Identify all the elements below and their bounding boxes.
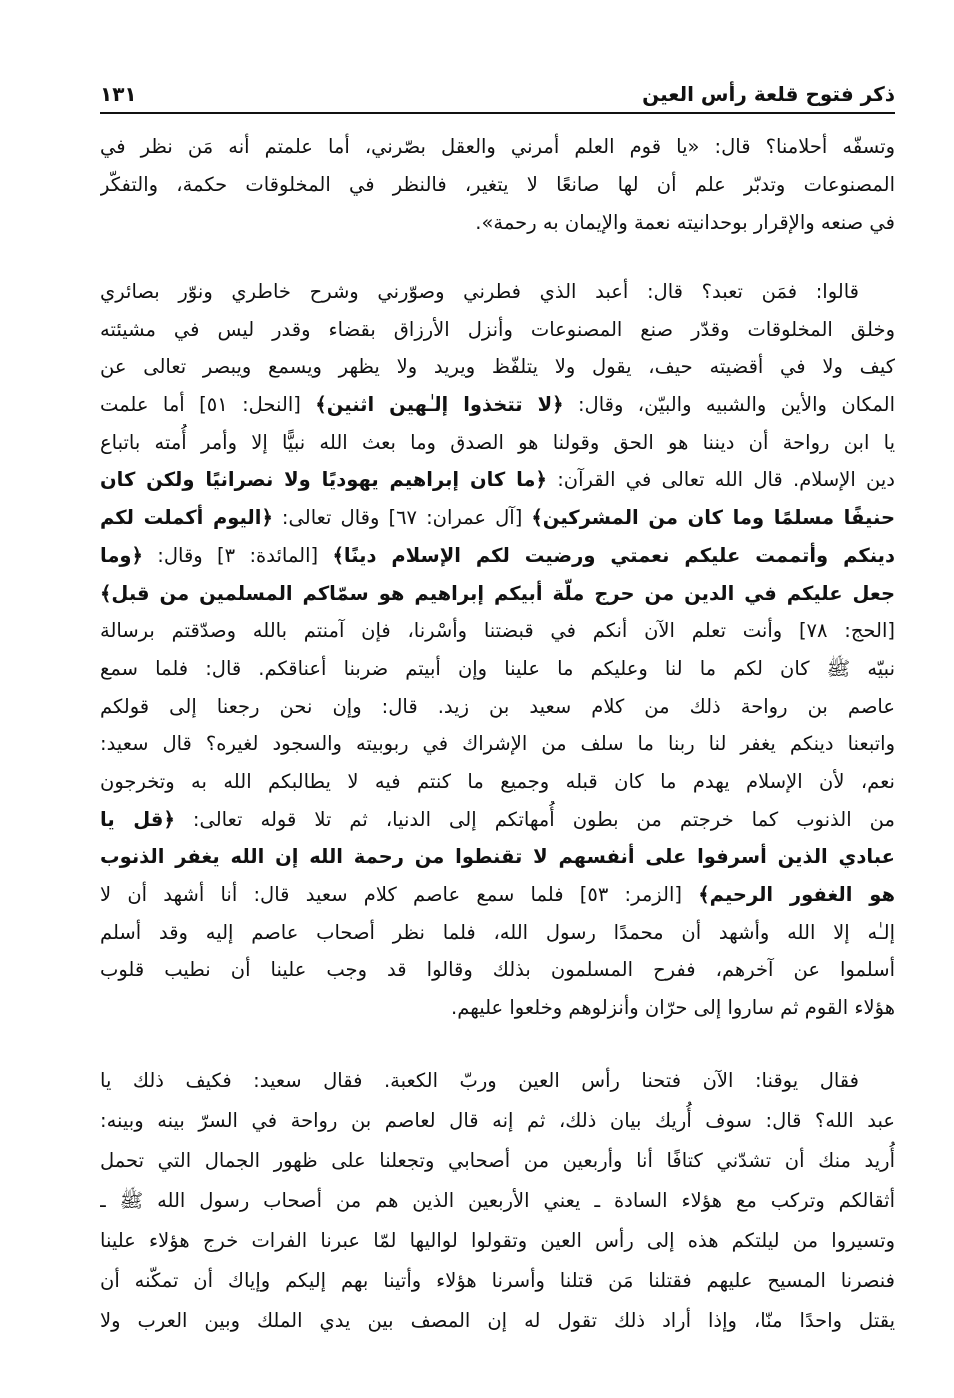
text-line [100, 650, 895, 688]
text-line [100, 537, 895, 575]
text-line [100, 273, 895, 311]
quran-quote: حنيفًا مسلمًا وما كان من المشركين﴾ [531, 506, 895, 530]
text-line [100, 204, 895, 242]
text-line [100, 1261, 895, 1301]
text-line [100, 461, 895, 499]
text-segment: [النحل: ٥١] أما علمت [100, 393, 316, 417]
text-line [100, 1181, 895, 1221]
text-line [100, 311, 895, 349]
text-segment: دين الإسلام. قال الله تعالى في القرآن: [546, 468, 895, 492]
text-segment: واتبعنا دينكم يغفر لنا ربنا ما سلف من الإشراك في ربوبيته والسجود لغيره؟ قال سعيد: [100, 732, 895, 756]
text-segment: قالوا: فمَن تعبد؟ قال: أعبد الذي فطرني وصوّرني وشرح خاطري ونوّر بصائري [100, 280, 859, 303]
quran-quote: ﴿اليوم أكملت لكم [100, 506, 273, 530]
text-segment: المصنوعات وتدبّر علم أن لها صانعًا لا يتغير، فالنظر في المخلوقات حكمة، والتفكّر [100, 173, 895, 196]
text-segment: فقال يوقنا: الآن فتحنا رأس العين وربّ الكعبة. فقال سعيد: فكيف ذلك يا [100, 1069, 859, 1092]
text-line [100, 876, 895, 914]
text-segment: فنصرنا المسيح عليهم فقتلنا مَن قتلنا وأسرنا هؤلاء وأتينا بهم إليكم وإياك أن تمكّنه أن [100, 1269, 895, 1292]
quran-quote: ﴿ما كان إبراهيم يهوديًا ولا نصرانيًا ولكن كان [100, 468, 547, 492]
text-segment: وخلق المخلوقات وقدّر صنع المصنوعات وأنزل الأرزاق بقضاء وقدر ليس في مشيئته [100, 317, 895, 341]
running-header [100, 82, 895, 112]
text-line [100, 801, 895, 839]
paragraph [100, 1061, 895, 1341]
quran-quote: دينكم وأتممت عليكم نعمتي ورضيت لكم الإسلام دينًا﴾ [332, 543, 895, 567]
text-segment: وتسفّه أحلامنا؟ قال: «يا قوم العلم أمرني والعقل بصّرني، أما علمتم أنه مَن نظر في [100, 135, 895, 158]
text-line [100, 348, 895, 386]
text-segment: يا ابن رواحة أن ديننا هو الحق وقولنا هو الصدق وما بعث الله نبيًّا إلا وأمر أُمته باتباع [100, 430, 895, 454]
quran-quote: هو الغفور الرحيم﴾ [698, 883, 895, 906]
text-line [100, 989, 895, 1027]
quran-quote: ﴿قل يا [100, 807, 175, 831]
paragraph [100, 273, 895, 1027]
text-line [100, 688, 895, 726]
text-line [100, 1221, 895, 1261]
text-segment: أثقالكم وتركب مع هؤلاء السادة ـ يعني الأربعين الذين هم من أصحاب رسول الله ﷺ ـ [100, 1189, 895, 1212]
quran-quote: عبادي الذين أسرفوا على أنفسهم لا تقنطوا من رحمة الله إن الله يغفر الذنوب [100, 845, 895, 869]
text-segment: [آل عمران: ٦٧] وقال تعالى: [272, 506, 532, 530]
text-segment: كيف ولا في أقضيته حيف، يقول ولا يتلفّظ ويريد ولا يظهر ويسمع ويبصر تعالى عن [100, 355, 895, 379]
quran-quote: جعل عليكم في الدين من حرج ملّة أبيكم إبراهيم هو سمّاكم المسلمين من قبل﴾ [100, 581, 895, 605]
text-line [100, 424, 895, 462]
text-segment: عاصم بن رواحة ذلك من كلام سعيد بن زيد. قال: وإن نحن رجعنا إلى قولكم [100, 694, 895, 718]
text-segment: [الحج: ٧٨] وأنت تعلم الآن أنكم في قبضتنا وأسْرنا، فإن آمنتم بالله وصدّقتم برسالة [100, 619, 895, 643]
text-line [100, 914, 895, 952]
text-segment: في صنعه والإقرار بوحدانيته نعمة والإيمان به رحمة». [475, 211, 895, 234]
text-segment: إلـٰه إلا الله وأشهد أن محمدًا رسول الله، فلما نظر أصحاب عاصم إليه وقد أسلم [100, 920, 895, 944]
text-segment: من الذنوب كما خرجتم من بطون أُمهاتكم إلى الدنيا، ثم تلا قوله تعالى: [174, 807, 895, 831]
text-line [100, 951, 895, 989]
text-segment: أسلموا عن آخرهم، ففرح المسلمون بذلك وقالوا قد وجب علينا أن نطيب قلوب [100, 958, 895, 982]
text-line [100, 1101, 895, 1141]
paragraph [100, 128, 895, 242]
text-line [100, 499, 895, 537]
text-line [100, 1301, 895, 1341]
quran-quote: ﴿وما [100, 543, 143, 567]
text-segment: هؤلاء القوم ثم ساروا إلى حرّان وأنزلوهم وخلعوا عليهم. [451, 996, 895, 1020]
text-segment: أُريد منك أن تشدّني كتافًا أنا وأربعين من أصحابي وتجعلنا على ظهور الجمال التي تحمل [100, 1149, 895, 1172]
text-segment: وتسيروا من ليلتكم هذه إلى رأس العين وتقولوا لواليها لمّا عبرنا الفرات خرج هؤلاء علينا [100, 1229, 895, 1252]
header-rule [100, 112, 895, 114]
text-segment: [المائدة: ٣] وقال: [142, 543, 333, 567]
text-line [100, 386, 895, 424]
text-segment: المكان والأين والشبيه والبيّن، وقال: [563, 393, 895, 417]
text-line [100, 725, 895, 763]
text-segment: نعم، لأن الإسلام يهدم ما كان قبله وجميع ما كنتم فيه لا يطالبكم الله به وتخرجون [100, 769, 895, 793]
text-segment: عبد الله؟ قال: سوف أُريك بيان ذلك، ثم إنه قال لعاصم بن رواحة في السرّ بينه وبينه: [100, 1109, 895, 1132]
chapter-title: ذكر فتوح قلعة رأس العين [642, 82, 895, 106]
text-line [100, 1141, 895, 1181]
quran-quote: ﴿لا تتخذوا إلـٰهين اثنين﴾ [315, 393, 564, 417]
text-line [100, 838, 895, 876]
text-line [100, 1061, 895, 1101]
text-segment: [الزمر: ٥٣] فلما سمع عاصم كلام سعيد قال: أنا أشهد أن لا [100, 883, 699, 906]
text-segment: نبيّه ﷺ كان لكم ما لنا وعليكم ما علينا وإن أبيتم ضربنا أعناقكم. قال: فلما سمع [100, 656, 895, 680]
text-line [100, 575, 895, 613]
text-segment: يقتل واحدًا منّا، وإذا أراد ذلك تقول له إن المصف بين يدي الملك وبين العرب ولا [100, 1309, 895, 1332]
page-number: ١٣١ [100, 82, 137, 106]
text-line [100, 763, 895, 801]
text-line [100, 128, 895, 166]
text-line [100, 166, 895, 204]
text-line [100, 612, 895, 650]
